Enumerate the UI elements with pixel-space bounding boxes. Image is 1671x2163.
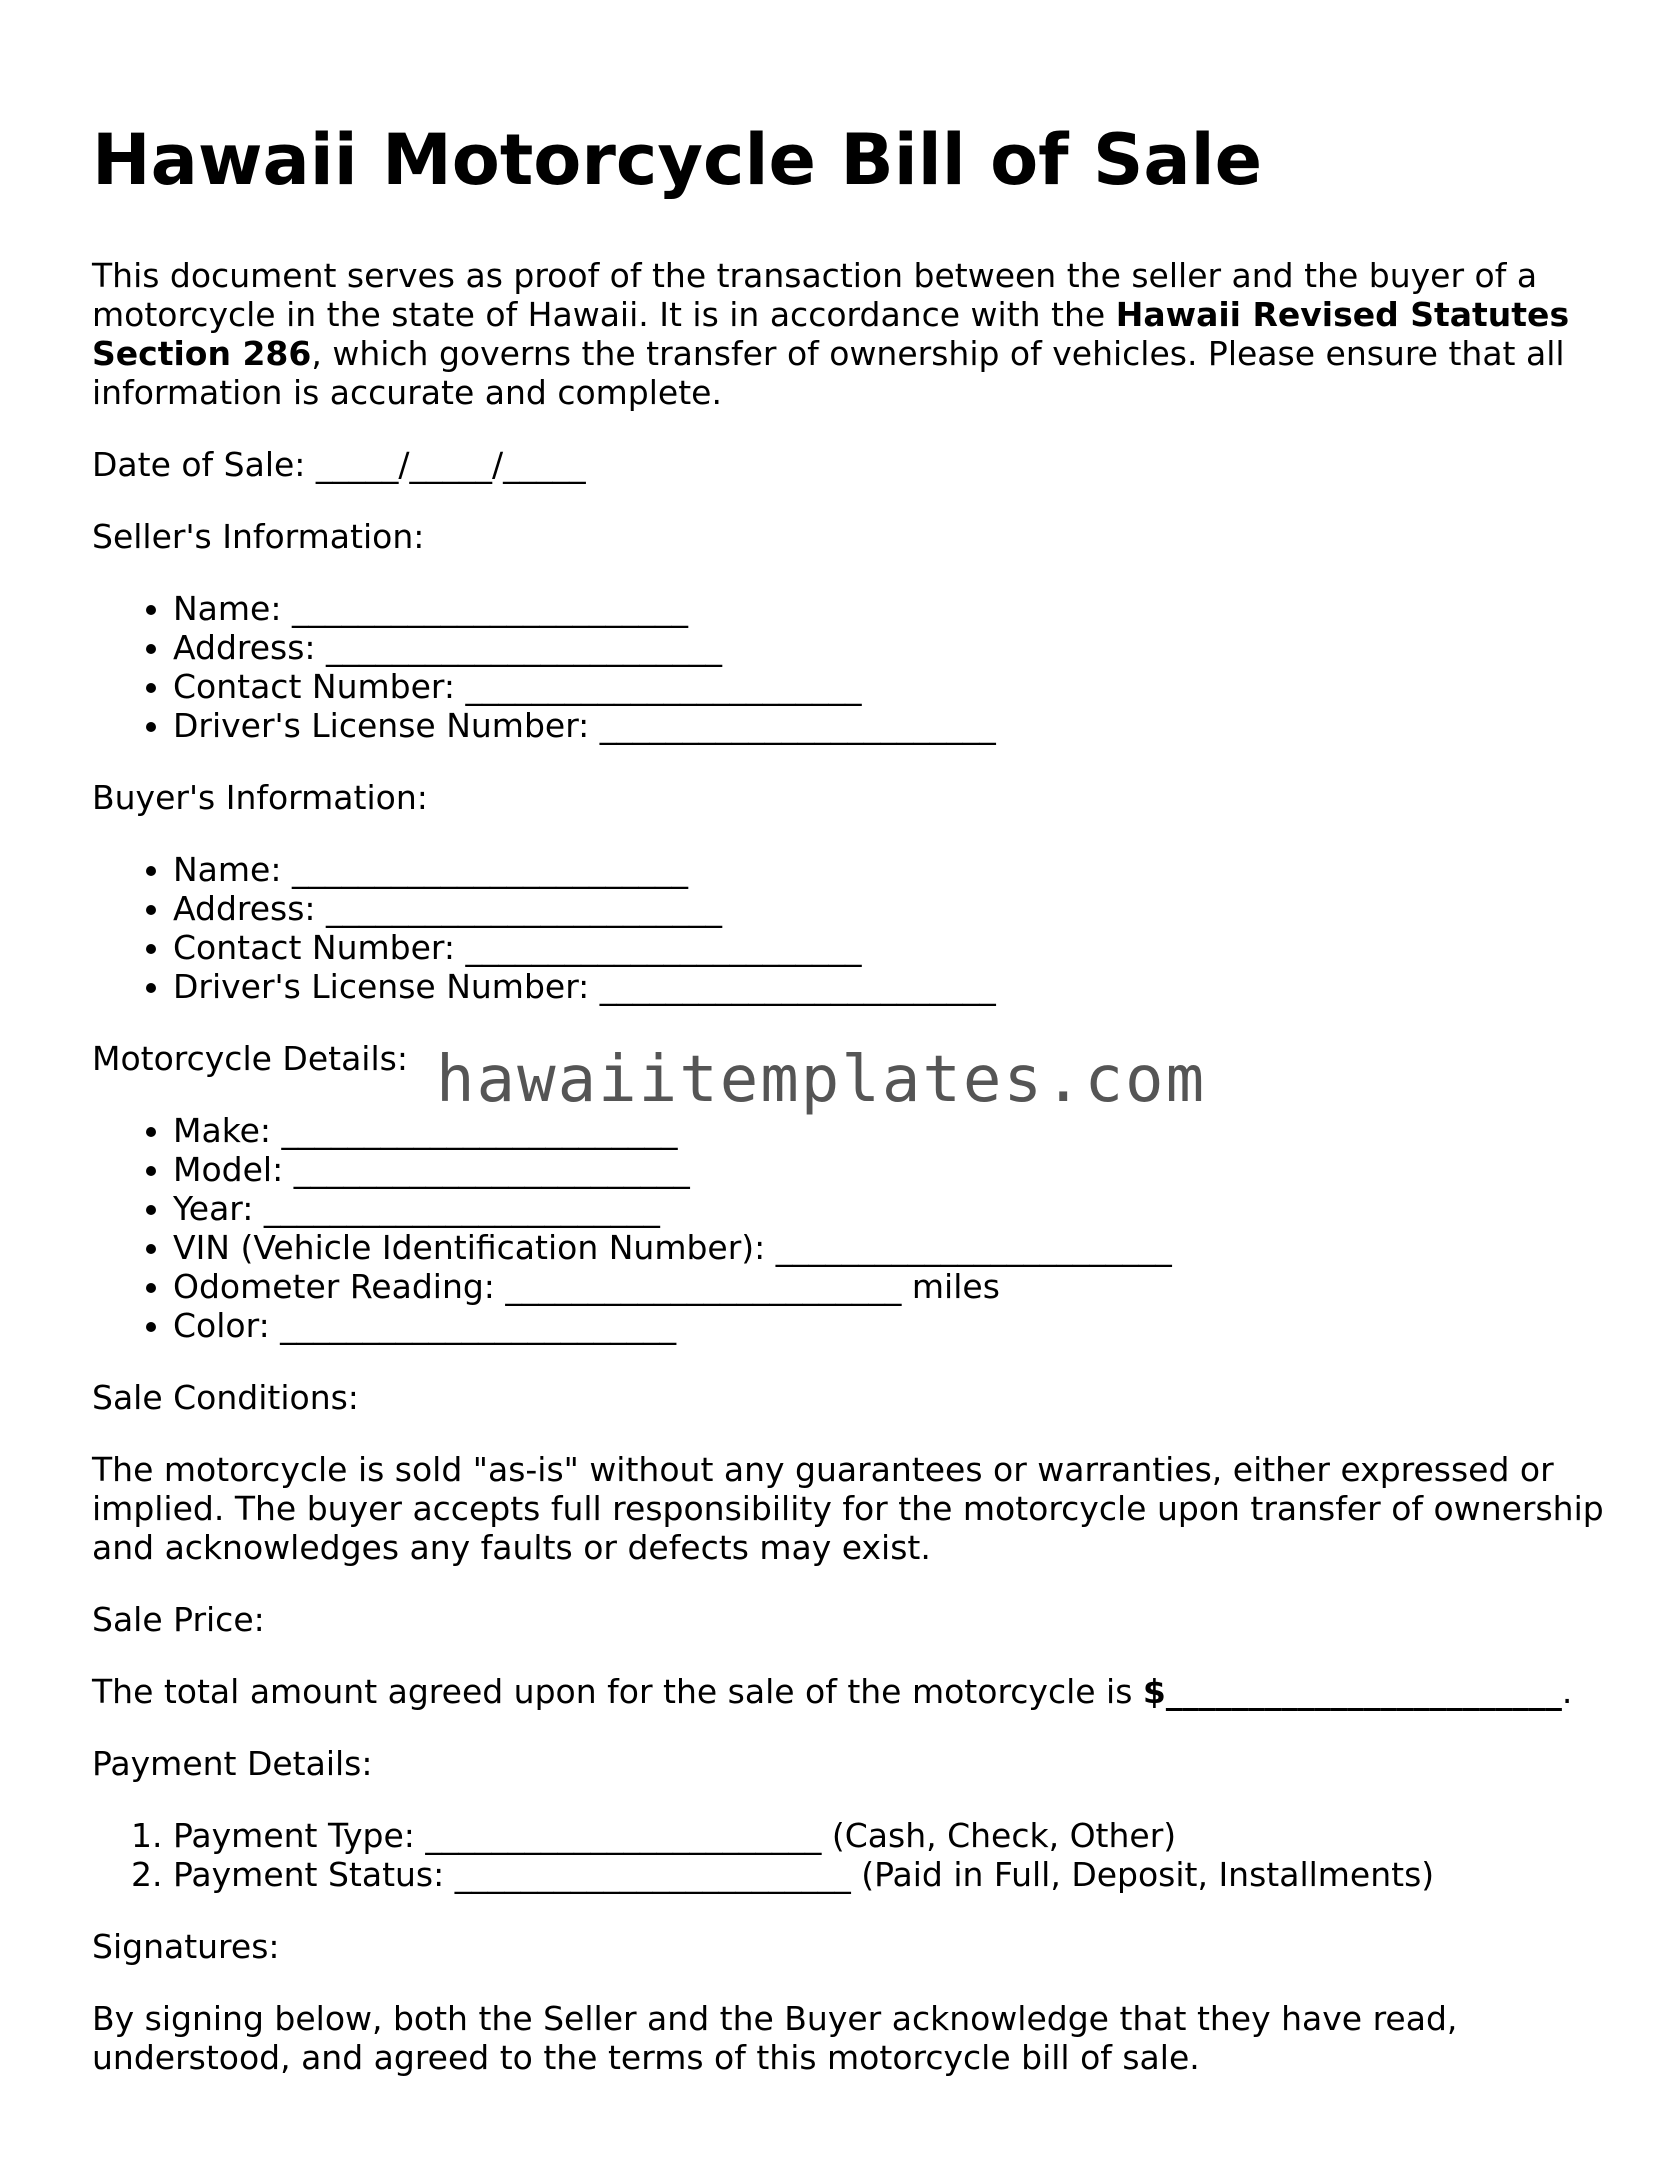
vin-field[interactable]: • VIN (Vehicle Identification Number): ________________________ [173,1228,1612,1267]
payment-status-field[interactable]: 2. Payment Status: ________________________ (Paid in Full, Deposit, Installments) [173,1855,1612,1894]
date-of-sale: Date of Sale: _____/_____/_____ [92,445,586,484]
year-field[interactable]: • Year: ________________________ [173,1189,1612,1228]
buyer-heading: Buyer's Information: [92,778,428,817]
motorcycle-heading: Motorcycle Details: [92,1039,408,1078]
buyer-contact-field[interactable]: • Contact Number: ________________________ [173,928,1612,967]
buyer-name-field[interactable]: • Name: ________________________ [173,850,1612,889]
payment-type-field[interactable]: 1. Payment Type: ________________________ (Cash, Check, Other) [173,1816,1612,1855]
buyer-address-field[interactable]: • Address: ________________________ [173,889,1612,928]
buyer-license-field[interactable]: • Driver's License Number: ________________________ [173,967,1612,1006]
sale-conditions-heading: Sale Conditions: [92,1378,359,1417]
sale-price-text [92,1672,1612,1711]
intro-paragraph [92,256,1612,412]
buyer-fields [92,850,1612,1006]
seller-license-field[interactable]: • Driver's License Number: ________________________ [173,706,1612,745]
odometer-field[interactable]: • Odometer Reading: ________________________ miles [173,1267,1612,1306]
intro-text: This document serves as proof of the transaction between the seller and the buyer of a motorcycle in the state of Hawaii. It is in accordance with the [92,256,1538,334]
color-field[interactable]: • Color: ________________________ [173,1306,1612,1345]
motorcycle-fields [92,1111,1612,1345]
sale-price-label: The total amount agreed upon for the sale of the motorcycle is [92,1672,1143,1711]
seller-name-field[interactable]: • Name: ________________________ [173,589,1612,628]
model-field[interactable]: • Model: ________________________ [173,1150,1612,1189]
payment-heading: Payment Details: [92,1744,373,1783]
make-field[interactable]: • Make: ________________________ [173,1111,1612,1150]
signatures-text: By signing below, both the Seller and the Buyer acknowledge that they have read, understood, and agreed to the terms of this motorcycle bill of sale. [92,1999,1458,2077]
seller-contact-field[interactable]: • Contact Number: ________________________ [173,667,1612,706]
sale-price-period: . [1561,1672,1573,1711]
seller-address-field[interactable]: • Address: ________________________ [173,628,1612,667]
seller-fields [92,589,1612,745]
intro-text-end: , which governs the transfer of ownership of vehicles. Please ensure that all information is accurate and complete. [92,334,1565,412]
signatures-heading: Signatures: [92,1927,280,1966]
sale-conditions-text: The motorcycle is sold "as-is" without any guarantees or warranties, either expressed or implied. The buyer accepts full responsibility for the motorcycle upon transfer of ownership and acknowledges any faults or defects may exist. [92,1450,1604,1567]
watermark: hawaiitemplates.com [436,1043,1207,1117]
document-title: Hawaii Motorcycle Bill of Sale [92,119,1263,201]
sale-price-amount-field[interactable]: $________________________ [1142,1672,1562,1711]
payment-fields [92,1816,1612,1894]
sale-price-heading: Sale Price: [92,1600,265,1639]
seller-heading: Seller's Information: [92,517,425,556]
statute-reference: Hawaii Revised Statutes Section 286 [92,295,1570,373]
